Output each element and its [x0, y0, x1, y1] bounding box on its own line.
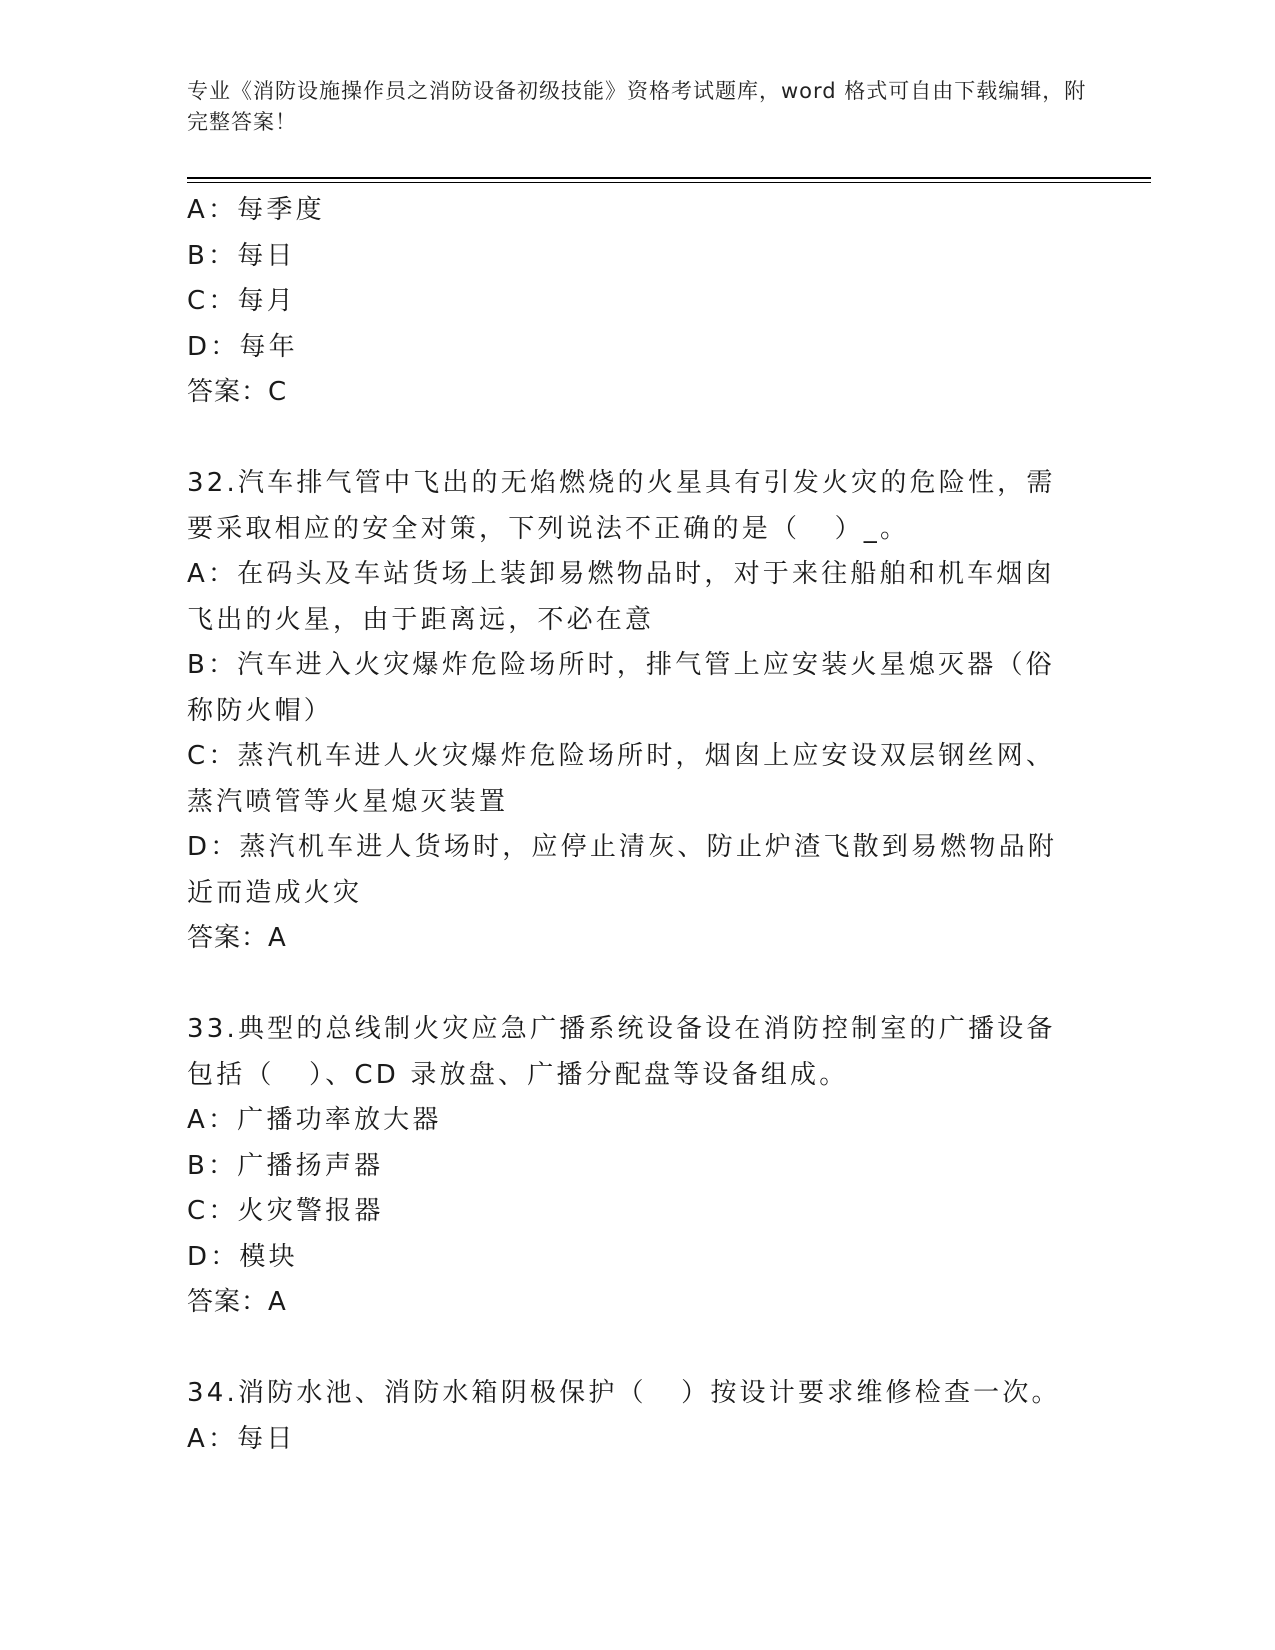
question-list — [187, 188, 1077, 1462]
option-b: B：汽车进入火灾爆炸危险场所时，排气管上应安装火星熄灭器（俗称防火帽） — [187, 650, 1055, 726]
answer-line: 答案：A — [187, 923, 287, 953]
option-c: C：蒸汽机车进人火灾爆炸危险场所时，烟囱上应安设双层钢丝网、蒸汽喷管等火星熄灭装置 — [187, 741, 1056, 817]
question-33-block — [187, 1007, 1077, 1326]
option-d: D：模块 — [187, 1241, 298, 1272]
question-34-block — [187, 1371, 1077, 1462]
option-b: B：每日 — [187, 240, 296, 271]
prev-question-block — [187, 188, 1077, 416]
option-a: A：广播功率放大器 — [187, 1105, 442, 1135]
answer-line: 答案：C — [187, 377, 288, 407]
option-c: C：每月 — [187, 286, 296, 316]
question-stem: 34.消防水池、消防水箱阴极保护（ ）按设计要求维修检查一次。 — [187, 1378, 1061, 1408]
option-d: D：每年 — [187, 331, 298, 362]
option-a: A：每日 — [187, 1423, 296, 1454]
question-stem: 32.汽车排气管中飞出的无焰燃烧的火星具有引发火灾的危险性，需要采取相应的安全对策，下列说法不正确的是（ ）_。 — [187, 468, 1056, 544]
option-b: B：广播扬声器 — [187, 1150, 384, 1181]
option-c: C：火灾警报器 — [187, 1196, 384, 1226]
answer-line: 答案：A — [187, 1287, 287, 1317]
spacer — [187, 1326, 1077, 1372]
option-a: A：每季度 — [187, 195, 325, 225]
option-d: D：蒸汽机车进人货场时，应停止清灰、防止炉渣飞散到易燃物品附近而造成火灾 — [187, 832, 1058, 908]
header-text: 专业《消防设施操作员之消防设备初级技能》资格考试题库，word 格式可自由下载编辑，附完整答案！ — [187, 79, 1087, 134]
option-a: A：在码头及车站货场上装卸易燃物品时，对于来往船舶和机车烟囱飞出的火星，由于距离远，不必在意 — [187, 559, 1055, 635]
question-32-block — [187, 461, 1077, 962]
question-stem: 33.典型的总线制火灾应急广播系统设备设在消防控制室的广播设备包括（ ）、CD 录放盘、广播分配盘等设备组成。 — [187, 1014, 1056, 1090]
header-divider-thick — [187, 177, 1151, 179]
document-header — [187, 76, 1087, 138]
header-divider-thin — [187, 182, 1151, 183]
spacer — [187, 416, 1077, 462]
spacer — [187, 962, 1077, 1008]
